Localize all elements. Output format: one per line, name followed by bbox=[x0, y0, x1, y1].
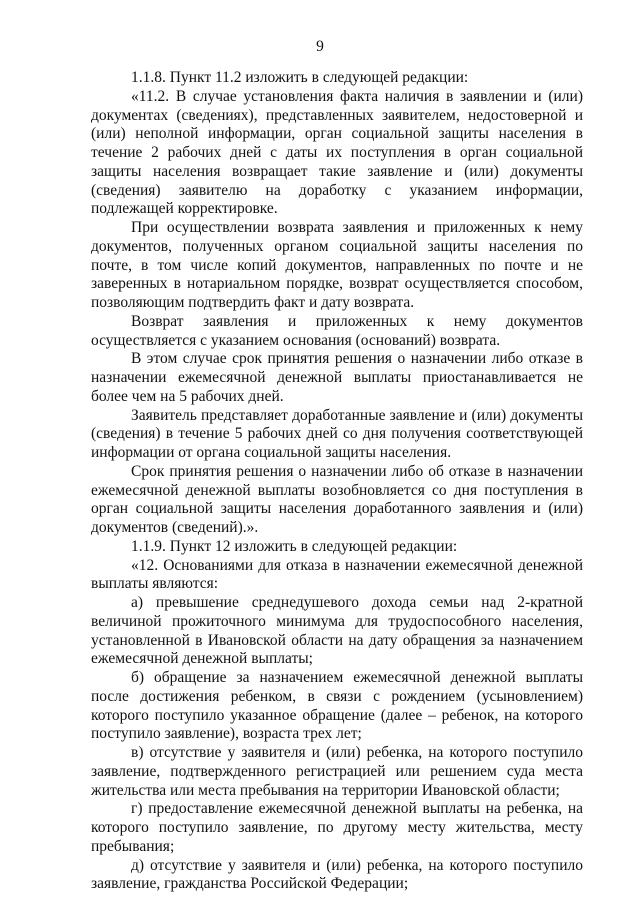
paragraph-item-1-1-9: 1.1.9. Пункт 12 изложить в следующей редакции: bbox=[131, 537, 458, 555]
list-item-a: а) превышение среднедушевого дохода семьи над 2-кратной величиной прожиточного минимума для трудоспособного населения, установленной в Ивановской области на дату обращения за назначением ежемесячной денежной выплаты; bbox=[91, 594, 583, 668]
list-item-b: б) обращение за назначением ежемесячной денежной выплаты после достижения ребенком, в связи с рождением (усыновлением) которого поступило указанное обращение (далее – ребенок, на которого поступило заявление), возраста трех лет; bbox=[91, 669, 583, 743]
page-number: 9 bbox=[316, 38, 324, 55]
paragraph-return-grounds: Возврат заявления и приложенных к нему документов осуществляется с указанием основания (оснований) возврата. bbox=[91, 312, 583, 349]
paragraph-return-procedure: При осуществлении возврата заявления и приложенных к нему документов, полученных органом социальной защиты населения по почте, в том числе копий документов, направленных по почте и не заверенных в нотариальном порядке, возврат осуществляется способом, позволяющим подтвердить факт и дату возврата. bbox=[91, 219, 583, 311]
paragraph-resumption: Срок принятия решения о назначении либо об отказе в назначении ежемесячной денежной выплаты возобновляется со дня поступления в орган социальной защиты населения доработанного заявления и (или) документов (сведений).». bbox=[91, 462, 583, 536]
list-item-g: г) предоставление ежемесячной денежной выплаты на ребенка, на которого поступило заявление, по другому месту жительства, месту пребывания; bbox=[91, 800, 583, 855]
paragraph-resubmission: Заявитель представляет доработанные заявление и (или) документы (сведения) в течение 5 рабочих дней со дня получения соответствующей информации от органа социальной защиты населения. bbox=[91, 406, 583, 461]
document-body bbox=[91, 69, 583, 894]
list-item-v: в) отсутствие у заявителя и (или) ребенка, на которого поступило заявление, подтвержденного регистрацией или решением суда места жительства или места пребывания на территории Ивановской области; bbox=[91, 744, 583, 799]
paragraph-clause-12: «12. Основаниями для отказа в назначении ежемесячной денежной выплаты являются: bbox=[91, 556, 583, 593]
list-item-d: д) отсутствие у заявителя и (или) ребенка, на которого поступило заявление, гражданства Российской Федерации; bbox=[91, 856, 583, 893]
paragraph-clause-11-2: «11.2. В случае установления факта наличия в заявлении и (или) документах (сведениях), представленных заявителем, недостоверной и (или) неполной информации, орган социальной защиты населения в течение 2 рабочих дней с даты их поступления в орган социальной защиты населения возвращает такие заявление и (или) документы (сведения) заявителю на доработку с указанием информации, подлежащей корректировке. bbox=[91, 87, 583, 218]
paragraph-item-1-1-8: 1.1.8. Пункт 11.2 изложить в следующей редакции: bbox=[131, 69, 469, 86]
paragraph-suspension-term: В этом случае срок принятия решения о назначении либо отказе в назначении ежемесячной денежной выплаты приостанавливается не более чем на 5 рабочих дней. bbox=[91, 350, 583, 405]
